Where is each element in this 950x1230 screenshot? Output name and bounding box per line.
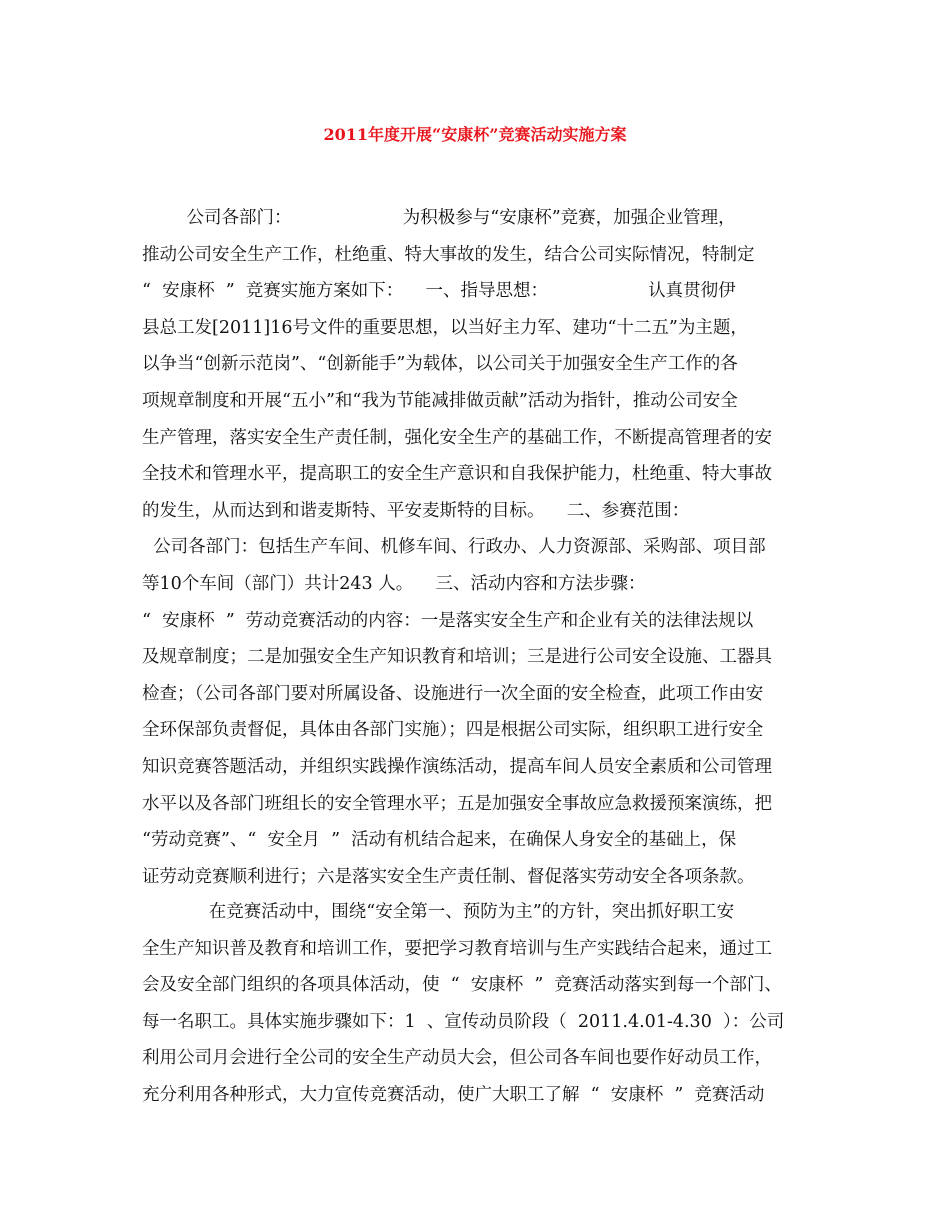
text-line: 以争当“创新示范岗”、“创新能手”为载体，以公司关于加强安全生产工作的各 xyxy=(142,354,738,375)
text-line: 每一名职工。具体实施步骤如下：1 、宣传动员阶段（ 2011.4.01-4.30 ）：公司 xyxy=(142,1011,785,1032)
text-line: “劳动竞赛”、“ 安全月 ” 活动有机结合起来，在确保人身安全的基础上，保 xyxy=(142,830,737,851)
text-line: “ 安康杯 ” 劳动竞赛活动的内容：一是落实安全生产和企业有关的法律法规以 xyxy=(142,610,754,631)
text-line: 的发生，从而达到和谐麦斯特、平安麦斯特的目标。 二、参赛范围： xyxy=(142,500,690,521)
text-line: 在竞赛活动中，围绕“安全第一、预防为主”的方针，突出抓好职工安 xyxy=(142,902,735,922)
text-line: 水平以及各部门班组长的安全管理水平；五是加强安全事故应急救援预案演练，把 xyxy=(142,793,772,814)
text-line: 项规章制度和开展“五小”和“我为节能减排做贡献”活动为指针，推动公司安全 xyxy=(142,390,738,411)
text-line: 充分利用各种形式，大力宣传竞赛活动，使广大职工了解 “ 安康杯 ” 竞赛活动 xyxy=(142,1084,765,1105)
text-line: “ 安康杯 ” 竞赛实施方案如下： 一、指导思想： 认真贯彻伊 xyxy=(142,281,736,302)
document-title: 2011年度开展“安康杯”竞赛活动实施方案 xyxy=(323,125,627,144)
text-line: 知识竞赛答题活动，并组织实践操作演练活动，提高车间人员安全素质和公司管理 xyxy=(142,756,772,777)
text-line: 利用公司月会进行全公司的安全生产动员大会，但公司各车间也要作好动员工作， xyxy=(142,1048,772,1069)
text-line: 推动公司安全生产工作，杜绝重、特大事故的发生，结合公司实际情况，特制定 xyxy=(142,244,755,265)
text-line: 公司各部门： 为积极参与“安康杯”竞赛，加强企业管理， xyxy=(142,208,736,228)
text-line: 等10个车间（部门）共计243 人。 三、活动内容和方法步骤： xyxy=(142,573,646,594)
text-line: 全环保部负责督促，具体由各部门实施）；四是根据公司实际，组织职工进行安全 xyxy=(142,720,764,741)
text-line: 全生产知识普及教育和培训工作，要把学习教育培训与生产实践结合起来，通过工 xyxy=(142,938,772,959)
text-line: 全技术和管理水平，提高职工的安全生产意识和自我保护能力，杜绝重、特大事故 xyxy=(142,464,772,485)
text-line: 及规章制度；二是加强安全生产知识教育和培训；三是进行公司安全设施、工器具 xyxy=(142,647,772,668)
text-line: 会及安全部门组织的各项具体活动，使 “ 安康杯 ” 竞赛活动落实到每一个部门、 xyxy=(142,975,782,996)
paragraph-1 xyxy=(142,200,822,895)
text-line: 生产管理，落实安全生产责任制，强化安全生产的基础工作，不断提高管理者的安 xyxy=(142,427,772,448)
text-line: 证劳动竞赛顺利进行；六是落实安全生产责任制、督促落实劳动安全各项条款。 xyxy=(142,866,755,887)
paragraph-2 xyxy=(142,894,822,1114)
text-line: 检查；（公司各部门要对所属设备、设施进行一次全面的安全检查，此项工作由安 xyxy=(142,683,764,704)
text-line: 公司各部门：包括生产车间、机修车间、行政办、人力资源部、采购部、项目部 xyxy=(142,537,766,558)
text-line: 县总工发[2011]16号文件的重要思想，以当好主力军、建功“十二五”为主题， xyxy=(142,317,748,338)
